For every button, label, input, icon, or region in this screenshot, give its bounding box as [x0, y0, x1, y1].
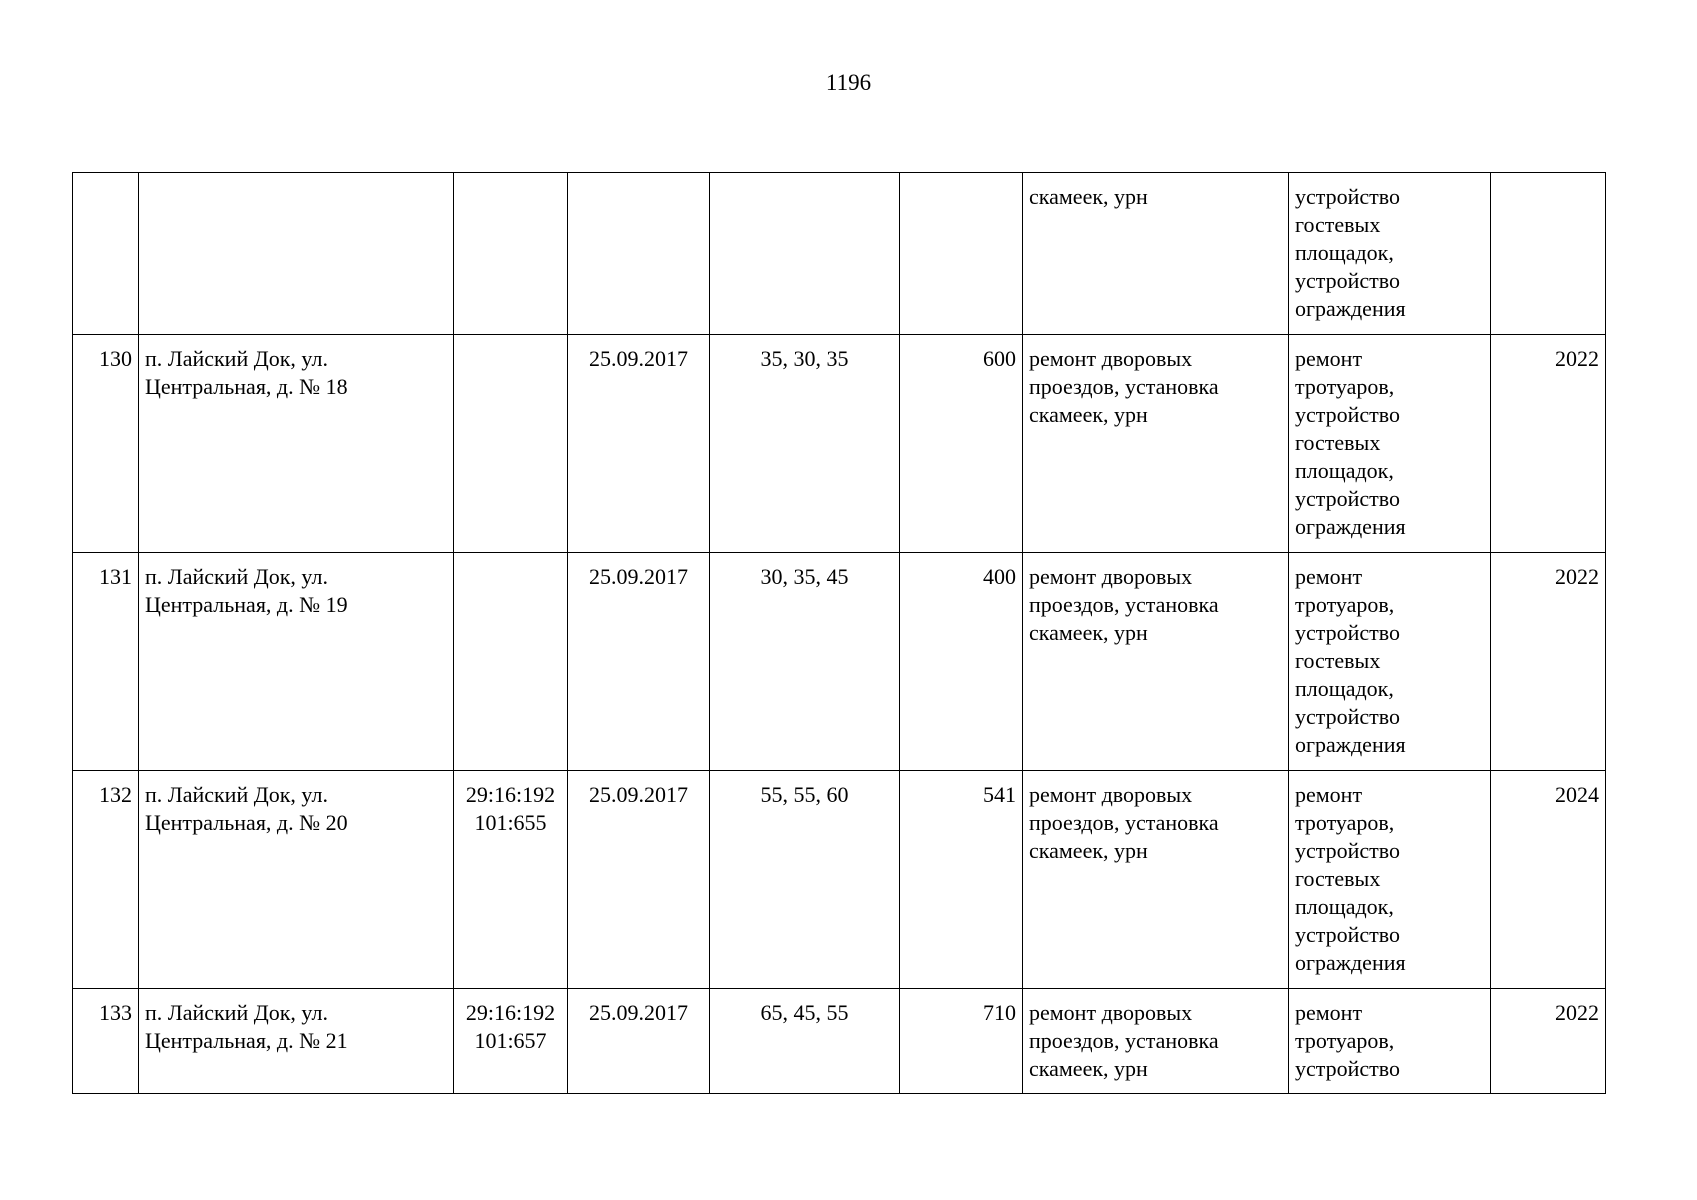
year-cell: 2024: [1491, 771, 1606, 989]
date-cell: 25.09.2017: [568, 335, 710, 553]
page-number: 1196: [825, 70, 872, 95]
works-line: ремонт дворовых: [1029, 782, 1193, 807]
table-row: [73, 771, 1606, 989]
extra-works-line: ограждения: [1295, 732, 1406, 757]
year-cell: 2022: [1491, 335, 1606, 553]
extra-works-line: устройство: [1295, 184, 1401, 209]
address-line: Центральная, д. № 20: [145, 810, 348, 835]
cadastral-number-cell: [454, 335, 568, 553]
works-line: скамеек, урн: [1029, 184, 1148, 209]
extra-works-line: ограждения: [1295, 514, 1406, 539]
cadastral-number-line: 101:657: [474, 1028, 547, 1053]
works-line: скамеек, урн: [1029, 620, 1148, 645]
works-line: проездов, установка: [1029, 1028, 1219, 1053]
table-row: [73, 173, 1606, 335]
extra-works-line: ограждения: [1295, 950, 1406, 975]
date-cell: 25.09.2017: [568, 771, 710, 989]
works-cell: [1023, 173, 1289, 335]
row-number-cell: 131: [73, 553, 139, 771]
area-cell: 541: [900, 771, 1023, 989]
extra-works-line: ограждения: [1295, 296, 1406, 321]
date-cell: [568, 173, 710, 335]
table-row: [73, 335, 1606, 553]
area-cell: 710: [900, 989, 1023, 1094]
registry-table: [72, 172, 1606, 1094]
extra-works-cell: [1289, 989, 1491, 1094]
cadastral-number-cell: [454, 771, 568, 989]
cadastral-number-line: 101:655: [474, 810, 547, 835]
table-body: [73, 173, 1606, 1094]
works-cell: [1023, 335, 1289, 553]
cadastral-number-line: 29:16:192: [465, 1000, 556, 1025]
year-cell: 2022: [1491, 989, 1606, 1094]
cadastral-number-cell: [454, 173, 568, 335]
area-cell: [900, 173, 1023, 335]
extra-works-cell: [1289, 173, 1491, 335]
address-line: п. Лайский Док, ул.: [145, 564, 328, 589]
cadastral-number-cell: [454, 989, 568, 1094]
dimensions-cell: 35, 30, 35: [710, 335, 900, 553]
extra-works-line: площадок,: [1295, 240, 1394, 265]
works-cell: [1023, 989, 1289, 1094]
works-line: проездов, установка: [1029, 810, 1219, 835]
cadastral-number-cell: [454, 553, 568, 771]
extra-works-line: устройство: [1295, 402, 1401, 427]
extra-works-line: гостевых: [1295, 866, 1381, 891]
extra-works-line: площадок,: [1295, 676, 1394, 701]
address-line: п. Лайский Док, ул.: [145, 782, 328, 807]
year-cell: [1491, 173, 1606, 335]
table-row: [73, 553, 1606, 771]
works-line: ремонт дворовых: [1029, 346, 1193, 371]
extra-works-line: площадок,: [1295, 458, 1394, 483]
extra-works-line: тротуаров,: [1295, 1028, 1395, 1053]
dimensions-cell: 30, 35, 45: [710, 553, 900, 771]
extra-works-line: устройство: [1295, 620, 1401, 645]
row-number-cell: 132: [73, 771, 139, 989]
address-line: Центральная, д. № 18: [145, 374, 348, 399]
address-cell: [139, 771, 454, 989]
extra-works-line: ремонт: [1295, 564, 1363, 589]
address-cell: [139, 553, 454, 771]
extra-works-line: ремонт: [1295, 346, 1363, 371]
date-cell: 25.09.2017: [568, 553, 710, 771]
address-cell: [139, 335, 454, 553]
table-row: [73, 989, 1606, 1094]
area-cell: 400: [900, 553, 1023, 771]
extra-works-cell: [1289, 335, 1491, 553]
year-cell: 2022: [1491, 553, 1606, 771]
date-cell: 25.09.2017: [568, 989, 710, 1094]
extra-works-line: устройство: [1295, 704, 1401, 729]
works-line: ремонт дворовых: [1029, 1000, 1193, 1025]
works-line: скамеек, урн: [1029, 1056, 1148, 1081]
row-number-cell: [73, 173, 139, 335]
address-line: п. Лайский Док, ул.: [145, 346, 328, 371]
extra-works-line: ремонт: [1295, 1000, 1363, 1025]
row-number-cell: 130: [73, 335, 139, 553]
extra-works-line: устройство: [1295, 486, 1401, 511]
extra-works-line: тротуаров,: [1295, 592, 1395, 617]
extra-works-line: тротуаров,: [1295, 810, 1395, 835]
extra-works-line: устройство: [1295, 268, 1401, 293]
extra-works-line: гостевых: [1295, 430, 1381, 455]
extra-works-line: площадок,: [1295, 894, 1394, 919]
address-cell: [139, 173, 454, 335]
works-line: скамеек, урн: [1029, 402, 1148, 427]
works-cell: [1023, 771, 1289, 989]
extra-works-line: ремонт: [1295, 782, 1363, 807]
extra-works-line: тротуаров,: [1295, 374, 1395, 399]
row-number-cell: 133: [73, 989, 139, 1094]
works-line: ремонт дворовых: [1029, 564, 1193, 589]
extra-works-line: устройство: [1295, 838, 1401, 863]
dimensions-cell: 55, 55, 60: [710, 771, 900, 989]
extra-works-line: устройство: [1295, 1056, 1401, 1081]
area-cell: 600: [900, 335, 1023, 553]
address-line: п. Лайский Док, ул.: [145, 1000, 328, 1025]
works-line: скамеек, урн: [1029, 838, 1148, 863]
address-cell: [139, 989, 454, 1094]
dimensions-cell: [710, 173, 900, 335]
extra-works-cell: [1289, 771, 1491, 989]
dimensions-cell: 65, 45, 55: [710, 989, 900, 1094]
address-line: Центральная, д. № 19: [145, 592, 348, 617]
works-line: проездов, установка: [1029, 374, 1219, 399]
cadastral-number-line: 29:16:192: [465, 782, 556, 807]
address-line: Центральная, д. № 21: [145, 1028, 348, 1053]
works-cell: [1023, 553, 1289, 771]
extra-works-cell: [1289, 553, 1491, 771]
extra-works-line: устройство: [1295, 922, 1401, 947]
extra-works-line: гостевых: [1295, 648, 1381, 673]
works-line: проездов, установка: [1029, 592, 1219, 617]
extra-works-line: гостевых: [1295, 212, 1381, 237]
